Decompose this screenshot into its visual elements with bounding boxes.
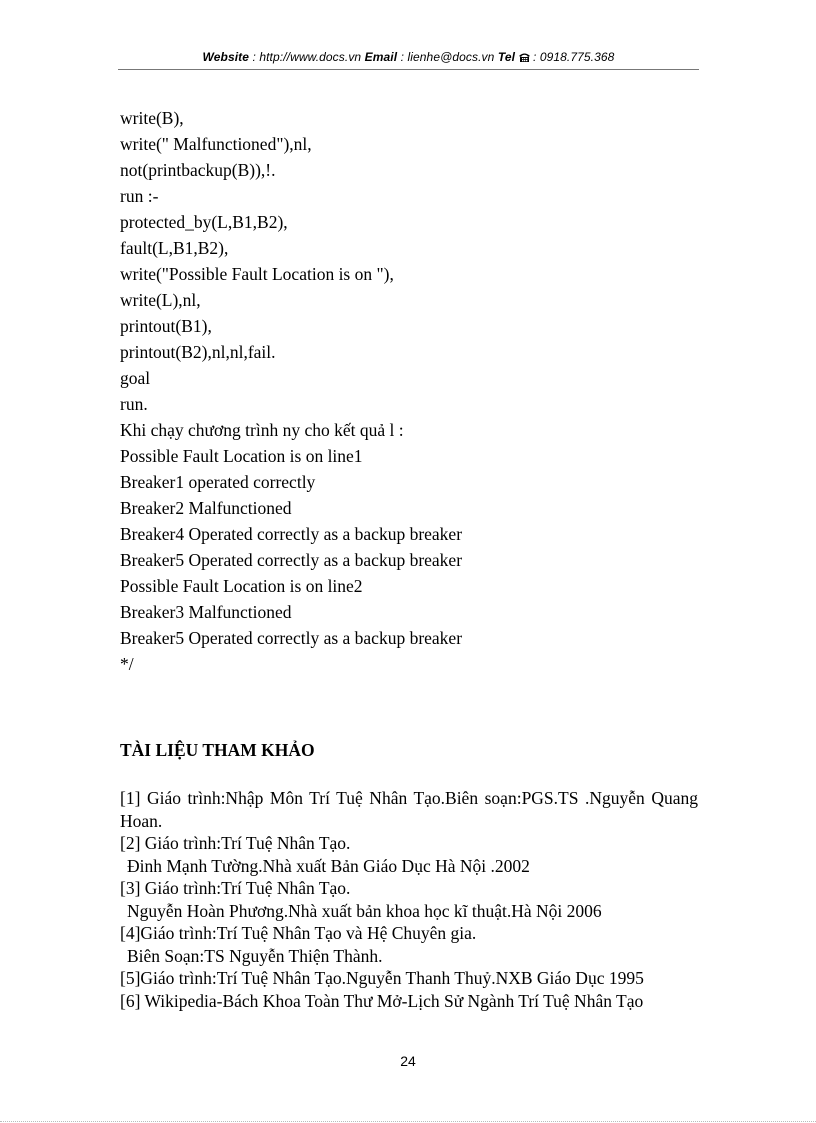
code-line: run. — [120, 394, 148, 414]
code-line: not(printbackup(B)),!. — [120, 160, 276, 180]
code-line: write(B), — [120, 108, 184, 128]
reference-item: [2] Giáo trình:Trí Tuệ Nhân Tạo. — [120, 833, 351, 853]
reference-detail: Nguyễn Hoàn Phương.Nhà xuất bản khoa học kĩ thuật.Hà Nội 2006 — [127, 900, 602, 921]
code-line: write(" Malfunctioned"),nl, — [120, 134, 312, 154]
output-line: Breaker5 Operated correctly as a backup breaker — [120, 628, 463, 648]
tel-label: Tel — [497, 50, 516, 64]
reference-detail: Đinh Mạnh Tường.Nhà xuất Bản Giáo Dục Hà Nội .2002 — [127, 855, 530, 876]
references-heading: TÀI LIỆU THAM KHẢO — [120, 740, 315, 760]
tel-value: : 0918.775.368 — [532, 50, 615, 64]
references-list — [120, 787, 698, 1012]
website-value: : http://www.docs.vn — [252, 50, 362, 64]
page-bottom-border — [0, 1121, 816, 1122]
reference-item: [1] Giáo trình:Nhập Môn Trí Tuệ Nhân Tạo.Biên soạn:PGS.TS .Nguyễn Quang Hoan. — [120, 788, 698, 831]
email-value: : lienhe@docs.vn — [400, 50, 495, 64]
phone-icon — [519, 50, 533, 64]
output-line: Breaker2 Malfunctioned — [120, 498, 292, 518]
code-line: protected_by(L,B1,B2), — [120, 212, 288, 232]
page-header — [118, 50, 699, 64]
code-line: run :- — [120, 186, 159, 206]
header-divider — [118, 69, 699, 70]
comment-close-line: */ — [120, 654, 134, 674]
reference-item: [3] Giáo trình:Trí Tuệ Nhân Tạo. — [120, 878, 351, 898]
code-line: printout(B2),nl,nl,fail. — [120, 342, 276, 362]
code-line: fault(L,B1,B2), — [120, 238, 229, 258]
output-line: Possible Fault Location is on line1 — [120, 446, 363, 466]
reference-item: [5]Giáo trình:Trí Tuệ Nhân Tạo.Nguyễn Thanh Thuỷ.NXB Giáo Dục 1995 — [120, 968, 644, 988]
code-block — [120, 105, 700, 677]
output-line: Breaker4 Operated correctly as a backup breaker — [120, 524, 463, 544]
output-line: Possible Fault Location is on line2 — [120, 576, 363, 596]
reference-item: [6] Wikipedia-Bách Khoa Toàn Thư Mở-Lịch Sử Ngành Trí Tuệ Nhân Tạo — [120, 990, 644, 1011]
output-line: Breaker3 Malfunctioned — [120, 602, 292, 622]
output-intro-line: Khi chạy chương trình ny cho kết quả l : — [120, 420, 404, 440]
email-label: Email — [364, 50, 398, 64]
output-line: Breaker1 operated correctly — [120, 472, 316, 492]
website-label: Website — [202, 50, 250, 64]
reference-item: [4]Giáo trình:Trí Tuệ Nhân Tạo và Hệ Chuyên gia. — [120, 923, 477, 943]
page-number: 24 — [400, 1053, 416, 1069]
code-line: write(L),nl, — [120, 290, 201, 310]
reference-detail: Biên Soạn:TS Nguyễn Thiện Thành. — [127, 945, 383, 966]
output-line: Breaker5 Operated correctly as a backup breaker — [120, 550, 463, 570]
code-line: goal — [120, 368, 151, 388]
code-line: write("Possible Fault Location is on "), — [120, 264, 394, 284]
code-line: printout(B1), — [120, 316, 212, 336]
